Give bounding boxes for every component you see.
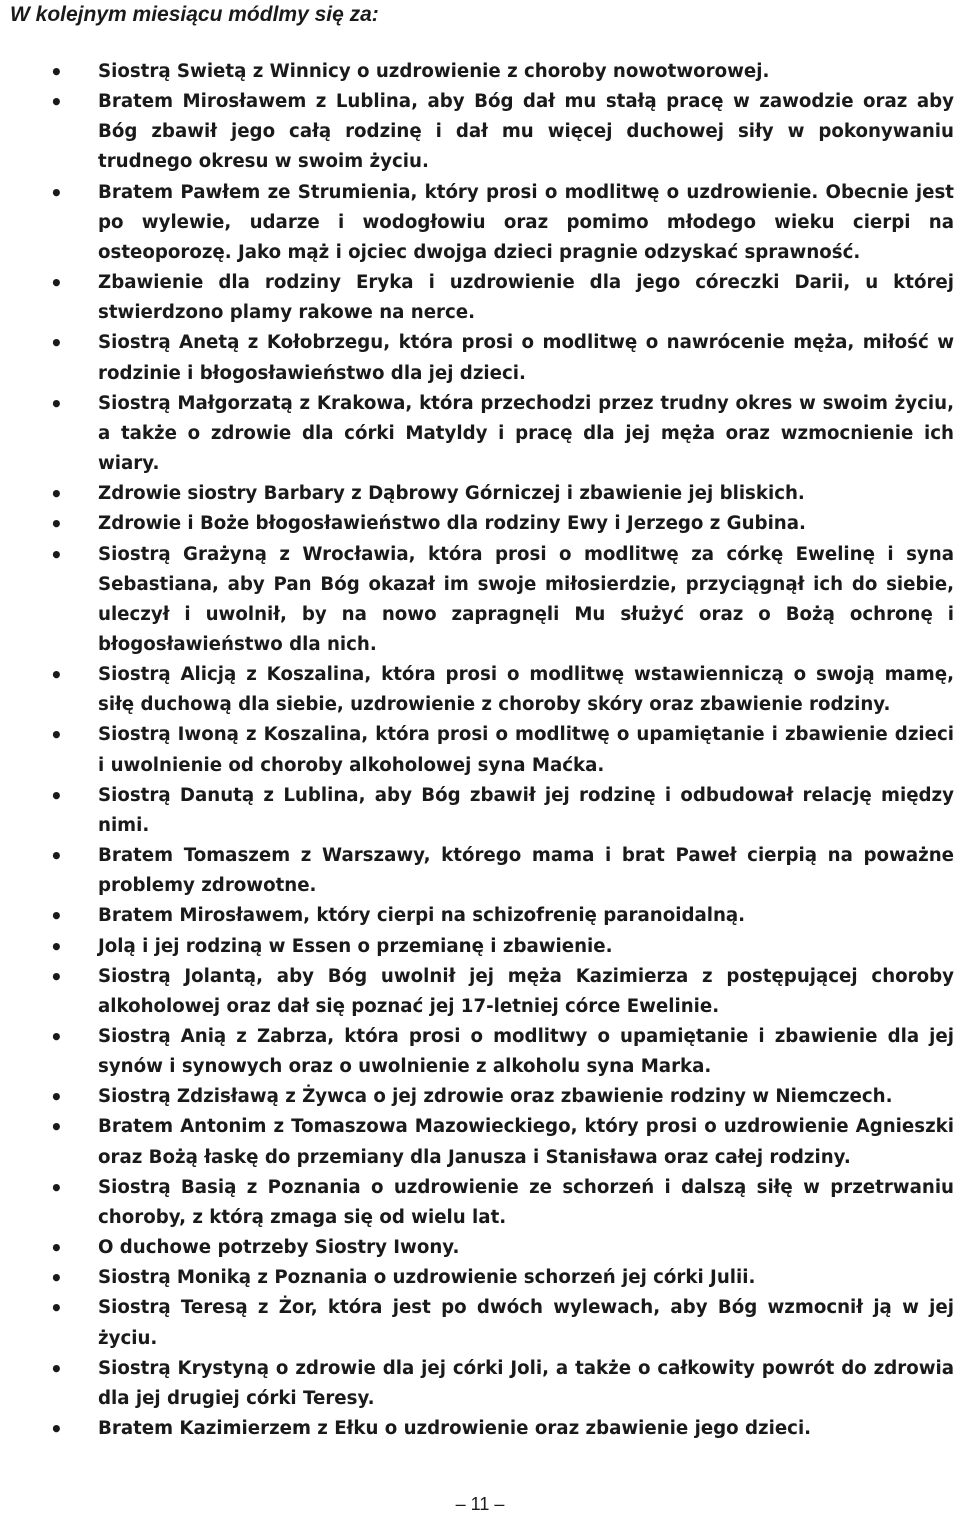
list-item-text: Siostrą Anią z Zabrza, która prosi o modlitwy o upamiętanie i zbawienie dla jej synów i synowych oraz o uwolnienie z alkoholu syna Marka.: [98, 1026, 954, 1078]
bullet-icon: •: [50, 512, 63, 537]
bullet-icon: •: [50, 60, 63, 84]
list-item: [0, 57, 960, 87]
list-item-text: Bratem Mirosławem, który cierpi na schizofrenię paranoidalną.: [98, 905, 746, 927]
list-item: [0, 87, 960, 177]
list-item: [0, 268, 960, 328]
bullet-icon: •: [50, 1085, 63, 1110]
list-item-text: Siostrą Iwoną z Koszalina, która prosi o modlitwę o upamiętanie i zbawienie dzieci i uwolnienie od choroby alkoholowej syna Maćka.: [98, 724, 954, 776]
list-item: [0, 962, 960, 1022]
prayer-list: [0, 57, 960, 1444]
list-item-text: Zdrowie siostry Barbary z Dąbrowy Górniczej i zbawienie jej bliskich.: [98, 483, 805, 505]
list-item: [0, 660, 960, 720]
page-heading: W kolejnym miesiącu módlmy się za:: [10, 3, 379, 26]
list-item: [0, 328, 960, 388]
list-item: [0, 479, 960, 509]
bullet-icon: •: [50, 1175, 63, 1200]
bullet-icon: •: [50, 934, 63, 959]
bullet-icon: •: [50, 663, 63, 688]
bullet-icon: •: [50, 391, 63, 416]
list-item: [0, 178, 960, 268]
bullet-icon: •: [50, 904, 63, 929]
list-item: [0, 1354, 960, 1414]
list-item-text: Bratem Kazimierzem z Ełku o uzdrowienie oraz zbawienie jego dzieci.: [98, 1418, 812, 1440]
bullet-icon: •: [50, 331, 63, 356]
list-item: [0, 389, 960, 479]
list-item: [0, 932, 960, 962]
list-item: [0, 1082, 960, 1112]
bullet-icon: •: [50, 1417, 63, 1442]
list-item: [0, 1112, 960, 1172]
list-item: [0, 841, 960, 901]
bullet-icon: •: [50, 482, 63, 507]
list-item-text: Siostrą Zdzisławą z Żywca o jej zdrowie oraz zbawienie rodziny w Niemczech.: [98, 1086, 893, 1108]
list-item-text: Siostrą Anetą z Kołobrzegu, która prosi o modlitwę o nawrócenie męża, miłość w rodzinie i błogosławieństwo dla jej dzieci.: [98, 332, 954, 384]
bullet-icon: •: [50, 1266, 63, 1291]
list-item: [0, 1414, 960, 1444]
list-item-text: O duchowe potrzeby Siostry Iwony.: [98, 1237, 460, 1259]
list-item-text: Siostrą Grażyną z Wrocławia, która prosi o modlitwę za córkę Ewelinę i syna Sebastiana, aby Pan Bóg okazał im swoje miłosierdzie, przyciągnął ich do siebie, uleczył i uwolnił, by na nowo zapragnęli Mu służyć oraz o Bożą ochronę i błogosławieństwo dla nich.: [98, 543, 954, 655]
list-item: [0, 781, 960, 841]
bullet-icon: •: [50, 1236, 63, 1261]
list-item: [0, 1233, 960, 1263]
list-item-text: Bratem Tomaszem z Warszawy, którego mama i brat Paweł cierpią na poważne problemy zdrowotne.: [98, 845, 954, 897]
list-item: [0, 720, 960, 780]
list-item-text: Zbawienie dla rodziny Eryka i uzdrowienie dla jego córeczki Darii, u której stwierdzono plamy rakowe na nerce.: [98, 272, 954, 324]
list-item-text: Siostrą Danutą z Lublina, aby Bóg zbawił jej rodzinę i odbudował relację między nimi.: [98, 784, 954, 836]
list-item: [0, 901, 960, 931]
list-item-text: Siostrą Moniką z Poznania o uzdrowienie schorzeń jej córki Julii.: [98, 1267, 756, 1289]
list-item-text: Bratem Mirosławem z Lublina, aby Bóg dał mu stałą pracę w zawodzie oraz aby Bóg zbawił jego całą rodzinę i dał mu więcej duchowej siły w pokonywaniu trudnego okresu w swoim życiu.: [98, 91, 954, 173]
bullet-icon: •: [50, 723, 63, 748]
bullet-icon: •: [50, 180, 63, 205]
list-item: [0, 509, 960, 539]
bullet-icon: •: [50, 1025, 63, 1049]
list-item-text: Siostrą Krystyną o zdrowie dla jej córki Joli, a także o całkowity powrót do zdrowia dla jej drugiej córki Teresy.: [98, 1357, 954, 1409]
list-item: [0, 1293, 960, 1353]
list-item-text: Siostrą Małgorzatą z Krakowa, która przechodzi przez trudny okres w swoim życiu, a także o zdrowie dla córki Matyldy i pracę dla jej męża oraz wzmocnienie ich wiary.: [98, 392, 954, 475]
bullet-icon: •: [50, 271, 63, 296]
list-item-text: Siostrą Swietą z Winnicy o uzdrowienie z choroby nowotworowej.: [98, 61, 770, 82]
bullet-icon: •: [50, 844, 63, 869]
list-item-text: Jolą i jej rodziną w Essen o przemianę i zbawienie.: [98, 935, 613, 957]
list-item-text: Siostrą Basią z Poznania o uzdrowienie ze schorzeń i dalszą siłę w przetrwaniu choroby, z którą zmaga się od wielu lat.: [98, 1176, 954, 1228]
bullet-icon: •: [50, 1115, 63, 1140]
bullet-icon: •: [50, 783, 63, 808]
list-item-text: Zdrowie i Boże błogosławieństwo dla rodziny Ewy i Jerzego z Gubina.: [98, 513, 806, 535]
bullet-icon: •: [50, 964, 63, 989]
list-item: [0, 1173, 960, 1233]
list-item-text: Bratem Antonim z Tomaszowa Mazowieckiego, który prosi o uzdrowienie Agnieszki oraz Bożą łaskę do przemiany dla Janusza i Stanisława oraz całej rodziny.: [98, 1116, 954, 1168]
list-item: [0, 540, 960, 661]
page-number: – 11 –: [455, 1494, 505, 1514]
list-item-text: Siostrą Jolantą, aby Bóg uwolnił jej męża Kazimierza z postępującej choroby alkoholowej oraz dał się poznać jej 17-letniej córce Ewelinie.: [98, 965, 954, 1017]
bullet-icon: •: [50, 1296, 63, 1321]
list-item: [0, 1022, 960, 1082]
list-item: [0, 1263, 960, 1293]
list-item-text: Siostrą Teresą z Żor, która jest po dwóch wylewach, aby Bóg wzmocnił ją w jej życiu.: [98, 1297, 954, 1349]
bullet-icon: •: [50, 90, 63, 115]
bullet-icon: •: [50, 542, 63, 567]
list-item-text: Siostrą Alicją z Koszalina, która prosi o modlitwę wstawienniczą o swoją mamę, siłę duchową dla siebie, uzdrowienie z choroby skóry oraz zbawienie rodziny.: [98, 664, 954, 716]
bullet-icon: •: [50, 1356, 63, 1381]
list-item-text: Bratem Pawłem ze Strumienia, który prosi o modlitwę o uzdrowienie. Obecnie jest po wylewie, udarze i wodogłowiu oraz pomimo młodego wieku cierpi na osteoporozę. Jako mąż i ojciec dwojga dzieci pragnie odzyskać sprawność.: [98, 181, 954, 263]
